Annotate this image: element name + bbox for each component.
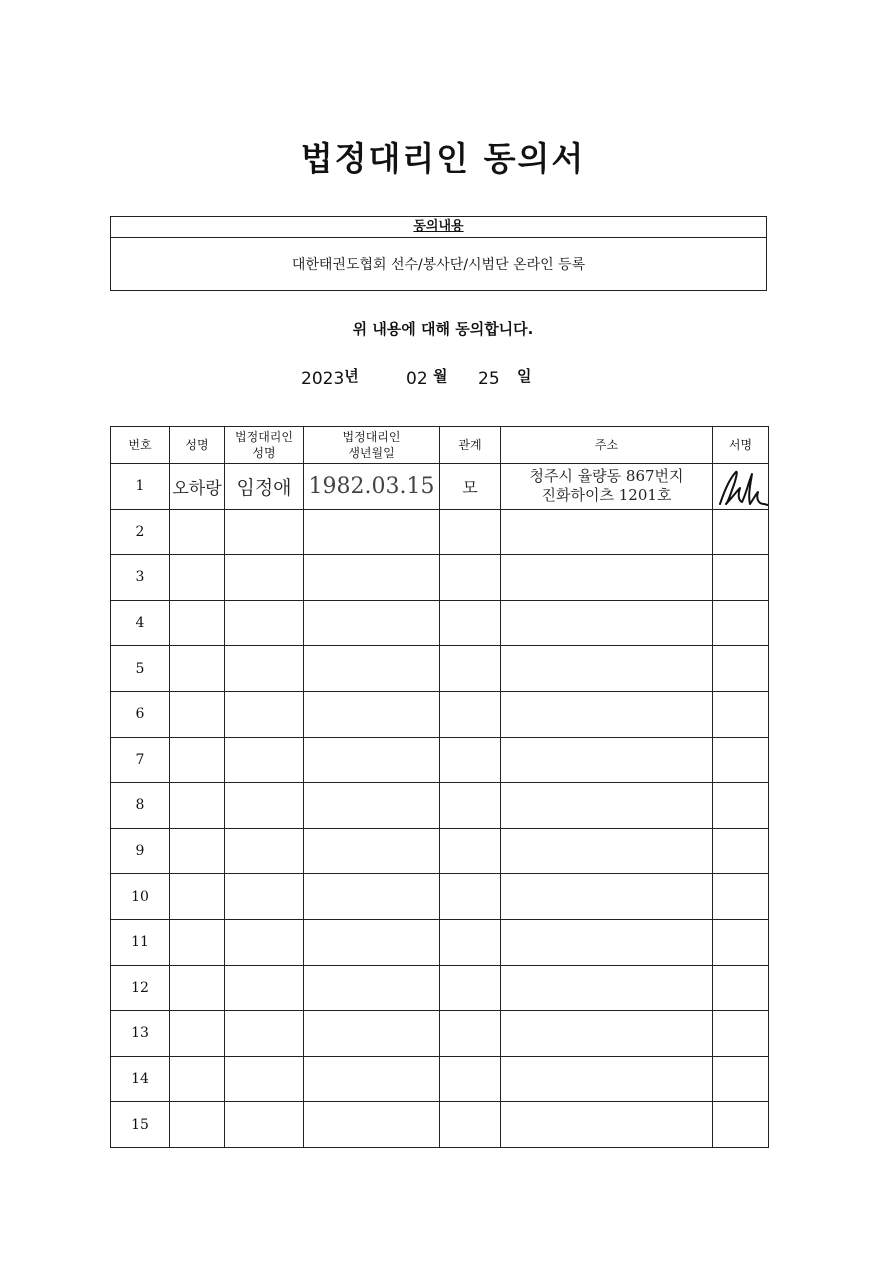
empty-cell (170, 1102, 225, 1148)
document-title: 법정대리인 동의서 (300, 139, 586, 178)
table-row (111, 1056, 769, 1102)
header-guardian-name (225, 427, 304, 464)
header-relation: 관계 (440, 427, 501, 464)
empty-cell (440, 646, 501, 692)
empty-cell (501, 737, 713, 783)
empty-cell (501, 874, 713, 920)
row-number: 14 (111, 1056, 170, 1102)
header-signature: 서명 (713, 427, 769, 464)
day-value: 25 (478, 369, 500, 389)
empty-cell (225, 783, 304, 829)
date-day (478, 368, 532, 389)
header-guardian-name-line2: 성명 (252, 446, 276, 460)
empty-cell (225, 1011, 304, 1057)
row-number: 13 (111, 1011, 170, 1057)
guardian-birthdate: 1982.03.15 (304, 464, 440, 510)
header-address: 주소 (501, 427, 713, 464)
table-row (111, 874, 769, 920)
table-row (111, 919, 769, 965)
table-row (111, 1102, 769, 1148)
table-row (111, 600, 769, 646)
empty-cell (225, 509, 304, 555)
empty-cell (225, 874, 304, 920)
header-guardian-name-line1: 법정대리인 (235, 430, 293, 444)
empty-cell (440, 555, 501, 601)
empty-cell (440, 874, 501, 920)
empty-cell (440, 737, 501, 783)
empty-cell (713, 1011, 769, 1057)
empty-cell (713, 555, 769, 601)
empty-cell (225, 600, 304, 646)
empty-cell (225, 555, 304, 601)
address (501, 464, 713, 510)
empty-cell (225, 737, 304, 783)
empty-cell (440, 600, 501, 646)
empty-cell (304, 1056, 440, 1102)
consent-heading-text: 동의내용 (413, 219, 464, 234)
empty-cell (304, 509, 440, 555)
row-number: 11 (111, 919, 170, 965)
empty-cell (713, 646, 769, 692)
empty-cell (501, 919, 713, 965)
empty-cell (170, 737, 225, 783)
empty-cell (440, 1102, 501, 1148)
guardian-name: 임정애 (225, 464, 304, 510)
empty-cell (713, 1102, 769, 1148)
month-value: 02 (406, 369, 428, 389)
header-guardian-birth (304, 427, 440, 464)
row-number: 15 (111, 1102, 170, 1148)
month-unit: 월 (433, 367, 448, 385)
table-row (111, 509, 769, 555)
empty-cell (501, 1102, 713, 1148)
empty-cell (225, 919, 304, 965)
empty-cell (170, 874, 225, 920)
empty-cell (713, 737, 769, 783)
empty-cell (440, 783, 501, 829)
table-row (111, 783, 769, 829)
signature-cell (713, 464, 769, 510)
empty-cell (304, 1011, 440, 1057)
empty-cell (501, 646, 713, 692)
consent-heading (111, 217, 766, 238)
year-value: 2023 (301, 369, 345, 389)
table-row (111, 464, 769, 510)
row-number: 7 (111, 737, 170, 783)
empty-cell (225, 691, 304, 737)
empty-cell (440, 965, 501, 1011)
empty-cell (501, 555, 713, 601)
empty-cell (225, 646, 304, 692)
empty-cell (713, 691, 769, 737)
year-unit: 년 (344, 367, 359, 385)
empty-cell (304, 965, 440, 1011)
table-row (111, 737, 769, 783)
row-number: 9 (111, 828, 170, 874)
consent-body: 대한태권도협회 선수/봉사단/시범단 온라인 등록 (291, 257, 586, 273)
table-row (111, 555, 769, 601)
table-row (111, 965, 769, 1011)
empty-cell (170, 965, 225, 1011)
empty-cell (304, 874, 440, 920)
member-name: 오하랑 (170, 464, 225, 510)
empty-cell (304, 600, 440, 646)
row-number: 3 (111, 555, 170, 601)
empty-cell (713, 600, 769, 646)
date-year (301, 368, 359, 389)
empty-cell (225, 1056, 304, 1102)
row-number: 2 (111, 509, 170, 555)
table-row (111, 691, 769, 737)
empty-cell (713, 828, 769, 874)
empty-cell (225, 828, 304, 874)
empty-cell (304, 1102, 440, 1148)
empty-cell (501, 600, 713, 646)
empty-cell (170, 1011, 225, 1057)
row-number: 12 (111, 965, 170, 1011)
date-month (406, 368, 448, 389)
header-guardian-birth-line2: 생년월일 (348, 446, 395, 460)
header-name: 성명 (170, 427, 225, 464)
empty-cell (440, 509, 501, 555)
header-guardian-birth-line1: 법정대리인 (342, 430, 401, 444)
row-number: 6 (111, 691, 170, 737)
empty-cell (304, 691, 440, 737)
header-number: 번호 (111, 427, 170, 464)
empty-cell (440, 828, 501, 874)
empty-cell (440, 691, 501, 737)
empty-cell (170, 783, 225, 829)
empty-cell (170, 555, 225, 601)
row-number: 4 (111, 600, 170, 646)
table-row (111, 1011, 769, 1057)
empty-cell (713, 965, 769, 1011)
table-row (111, 828, 769, 874)
row-number: 5 (111, 646, 170, 692)
empty-cell (170, 919, 225, 965)
agreement-statement: 위 내용에 대해 동의합니다. (352, 320, 534, 338)
empty-cell (713, 509, 769, 555)
day-unit: 일 (517, 367, 532, 385)
handwritten-signature (714, 464, 768, 508)
empty-cell (304, 919, 440, 965)
empty-cell (170, 1056, 225, 1102)
empty-cell (501, 509, 713, 555)
consent-box (110, 216, 767, 291)
empty-cell (170, 509, 225, 555)
empty-cell (304, 828, 440, 874)
empty-cell (713, 783, 769, 829)
empty-cell (440, 1011, 501, 1057)
empty-cell (304, 646, 440, 692)
empty-cell (440, 1056, 501, 1102)
empty-cell (170, 828, 225, 874)
empty-cell (713, 874, 769, 920)
empty-cell (501, 1056, 713, 1102)
relation: 모 (440, 464, 501, 510)
empty-cell (713, 919, 769, 965)
address-line1: 청주시 율량동 867번지 (529, 467, 684, 486)
empty-cell (170, 600, 225, 646)
guardian-roster-table (110, 426, 769, 1148)
table-header-row (111, 427, 769, 464)
empty-cell (713, 1056, 769, 1102)
empty-cell (304, 555, 440, 601)
empty-cell (304, 737, 440, 783)
empty-cell (304, 783, 440, 829)
empty-cell (170, 646, 225, 692)
empty-cell (501, 691, 713, 737)
empty-cell (501, 965, 713, 1011)
empty-cell (501, 1011, 713, 1057)
row-number: 10 (111, 874, 170, 920)
empty-cell (170, 691, 225, 737)
table-row (111, 646, 769, 692)
empty-cell (440, 919, 501, 965)
empty-cell (225, 965, 304, 1011)
empty-cell (501, 783, 713, 829)
address-line2: 진화하이츠 1201호 (541, 486, 672, 505)
empty-cell (501, 828, 713, 874)
empty-cell (225, 1102, 304, 1148)
row-number: 8 (111, 783, 170, 829)
row-number: 1 (111, 464, 170, 510)
